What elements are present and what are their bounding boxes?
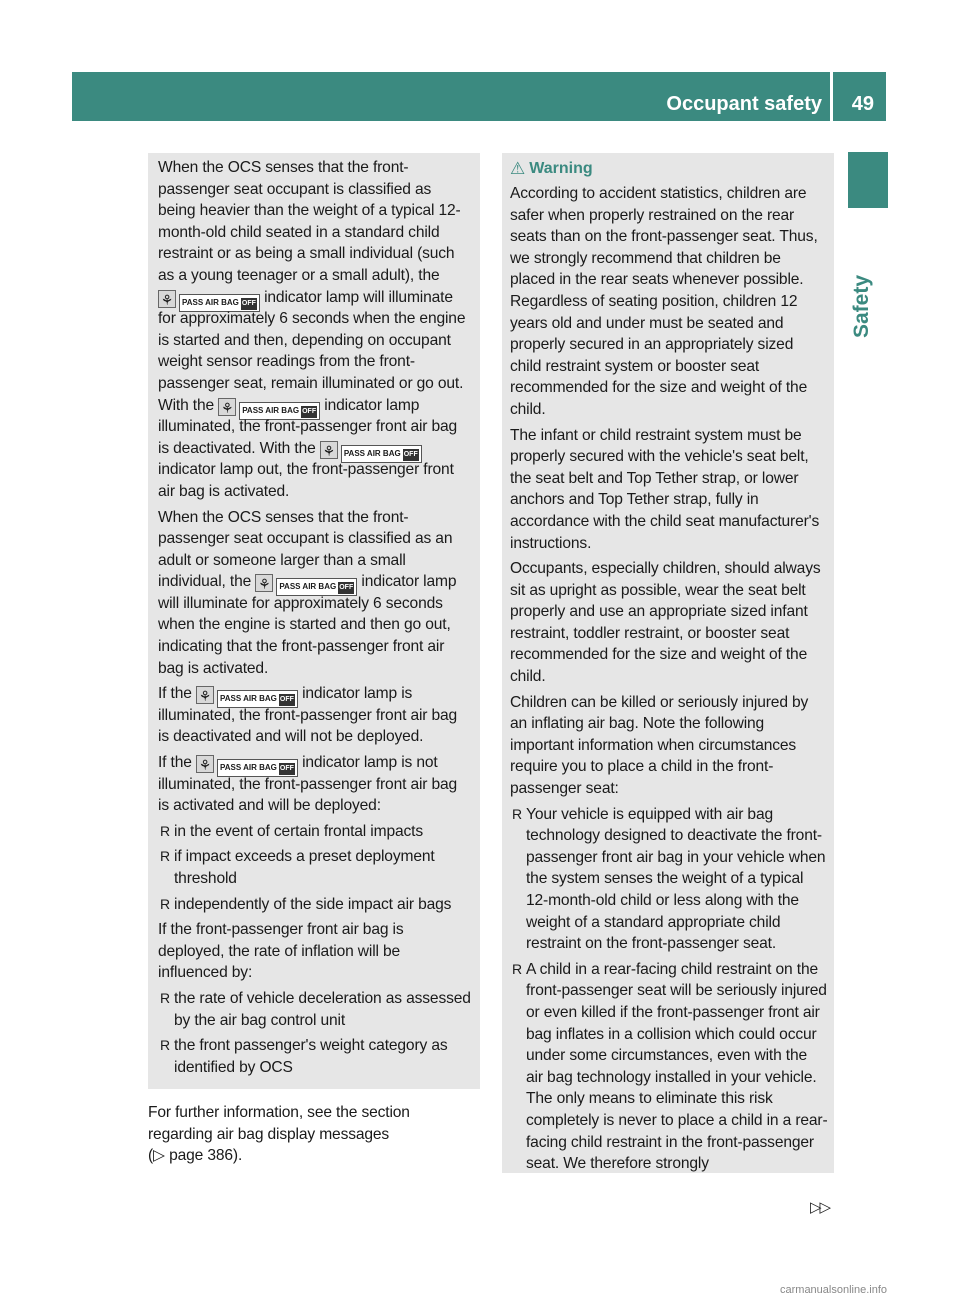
paragraph: If the ⚘ PASS AIR BAG OFF indicator lamp is not illuminated, the front-passenger front air bag is activated and will be deployed: bbox=[158, 754, 458, 815]
cross-reference: For further information, see the section regarding air bag display messages (▷ page 386). bbox=[148, 1104, 410, 1165]
header-divider bbox=[830, 72, 833, 121]
list-item: R the front passenger's weight category as identified by OCS bbox=[158, 1035, 472, 1078]
paragraph: If the ⚘ PASS AIR BAG OFF indicator lamp is illuminated, the front-passenger front air bag is deactivated and will not be deployed. bbox=[158, 685, 458, 746]
list-item: R in the event of certain frontal impacts bbox=[158, 821, 472, 843]
pass-air-bag-off-lamp-icon: ⚘ PASS AIR BAG OFF bbox=[320, 441, 422, 459]
paragraph: The infant or child restraint system must be properly secured with the vehicle's seat belt, the seat belt and Top Tether strap, or lower anchors and Top Tether strap, fully in accordance with the child seat manufacturer's instructions. bbox=[510, 426, 820, 552]
warning-header bbox=[510, 159, 828, 179]
watermark: carmanualsonline.info bbox=[780, 1284, 888, 1296]
pass-air-bag-off-lamp-icon: ⚘ PASS AIR BAG OFF bbox=[255, 574, 357, 592]
page-title: Occupant safety bbox=[666, 93, 822, 115]
paragraph: When the OCS senses that the front-passenger seat occupant is classified as being heavier than the weight of a typical 12-month-old child seated in a standard child restraint or as being a small individual (such as a young teenager or a small adult), the ⚘ PASS AIR BAG OFF indicator lamp will illuminate for approximately 6 seconds when the engine is started and then, depending on occupant weight sensor readings from the front-passenger seat, remain illuminated or go out. With the ⚘ PASS AIR BAG OFF indicator lamp illuminated, the front-passenger front air bag is deactivated. With the ⚘ PASS AIR BAG OFF indicator lamp out, the front-passenger front air bag is activated. bbox=[158, 159, 466, 500]
warning-box bbox=[502, 153, 834, 1173]
page-number: 49 bbox=[851, 93, 874, 115]
list-item: R if impact exceeds a preset deployment threshold bbox=[158, 846, 472, 889]
list-item: R the rate of vehicle deceleration as assessed by the air bag control unit bbox=[158, 988, 472, 1031]
list-item: R A child in a rear-facing child restraint on the front-passenger seat will be seriously injured or even killed if the front-passenger front air bag inflates in a collision which could occur under some circumstances, even with the air bag technology installed in your vehicle. The only means to eliminate this risk completely is never to place a child in a rear-facing child restraint in the front-passenger seat. We therefore strongly bbox=[510, 959, 828, 1175]
page-reference-link[interactable]: (▷ page 386). bbox=[148, 1147, 243, 1165]
pass-air-bag-off-lamp-icon: ⚘ PASS AIR BAG OFF bbox=[196, 755, 298, 773]
pass-air-bag-off-lamp-icon: ⚘ PASS AIR BAG OFF bbox=[196, 686, 298, 704]
paragraph: Occupants, especially children, should always sit as upright as possible, wear the seat belt properly and use an appropriate sized infant restraint, toddler restraint, or booster seat recommended for the size and weight of the child. bbox=[510, 560, 821, 686]
paragraph: Children can be killed or seriously injured by an inflating air bag. Note the following important information when circumstances require you to place a child in the front-passenger seat: bbox=[510, 693, 809, 798]
warning-triangle-icon: ⚠ bbox=[510, 159, 526, 178]
list-item: R Your vehicle is equipped with air bag technology designed to deactivate the front-passenger front air bag in your vehicle when the system senses the weight of a typical 12-month-old child or less along with the weight of a standard appropriate child restraint on the front-passenger seat. bbox=[510, 804, 828, 955]
paragraph: If the front-passenger front air bag is deployed, the rate of inflation will be influenced by: bbox=[158, 921, 404, 982]
warning-label: Warning bbox=[529, 160, 593, 177]
list-item: R independently of the side impact air bags bbox=[158, 894, 472, 916]
info-box bbox=[148, 153, 480, 1089]
paragraph: According to accident statistics, children are safer when properly restrained on the rear seats than on the front-passenger seat. Thus, we strongly recommend that children be placed in the rear seats whenever possible. Regardless of seating position, children 12 years old and under must be seated and properly secured in an appropriately sized child restraint system or booster seat recommended for the size and weight of the child. bbox=[510, 185, 818, 418]
section-tab bbox=[848, 152, 888, 208]
pass-air-bag-off-lamp-icon: ⚘ PASS AIR BAG OFF bbox=[158, 290, 260, 308]
pass-air-bag-off-lamp-icon: ⚘ PASS AIR BAG OFF bbox=[218, 398, 320, 416]
section-label: Safety bbox=[850, 274, 873, 338]
paragraph: When the OCS senses that the front-passenger seat occupant is classified as an adult or someone larger than a small individual, the ⚘ PASS AIR BAG OFF indicator lamp will illuminate for approximately 6 seconds when the engine is started and then go out, indicating that the front-passenger front air bag is activated. bbox=[158, 508, 457, 677]
page-header bbox=[72, 72, 886, 121]
continued-icon: ▷▷ bbox=[810, 1199, 830, 1216]
